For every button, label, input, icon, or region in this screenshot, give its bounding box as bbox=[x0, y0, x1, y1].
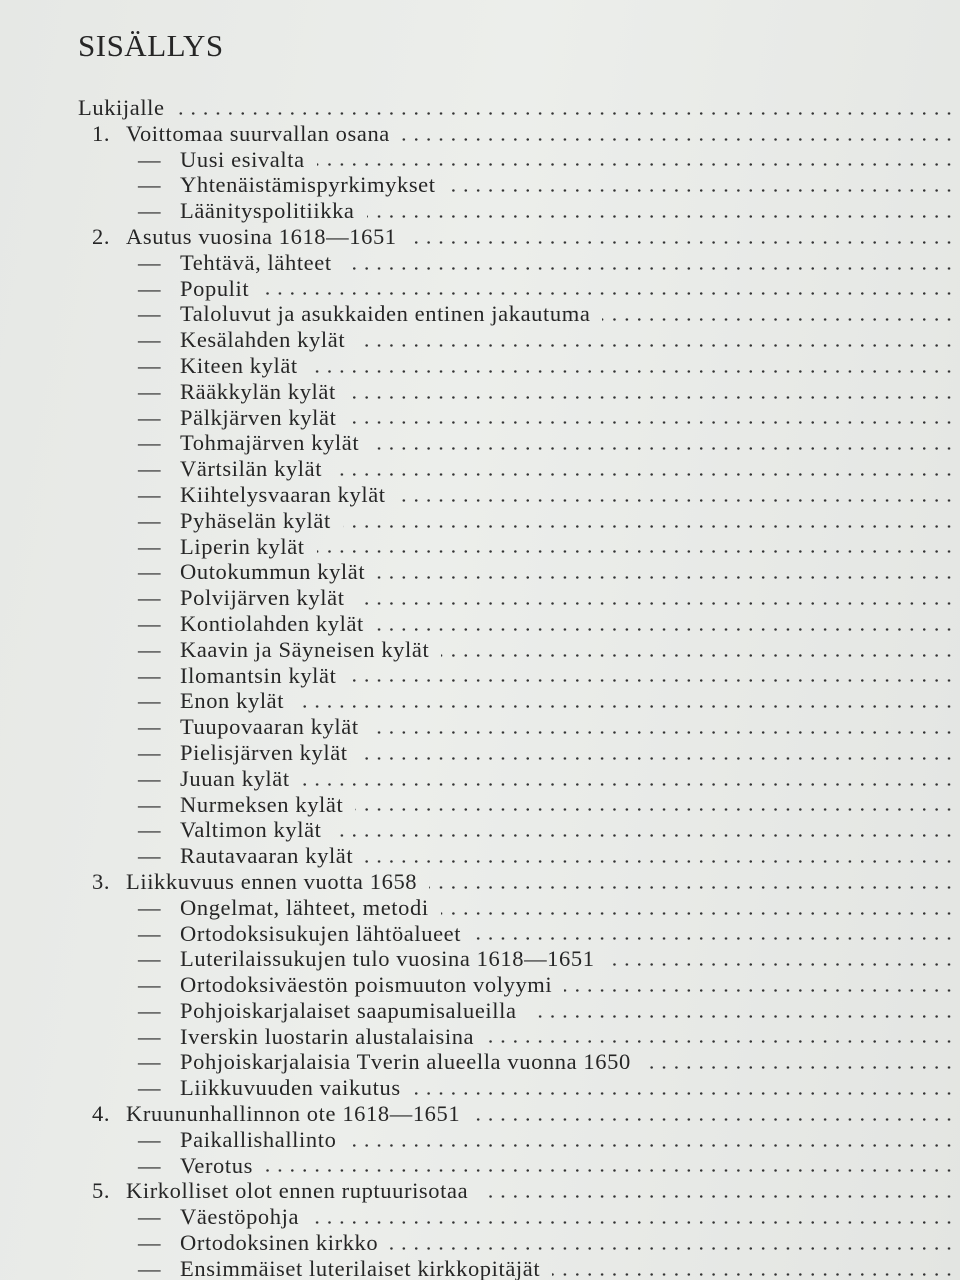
toc-entry-title: Uusi esivalta bbox=[180, 146, 305, 172]
em-dash-marker: — bbox=[138, 765, 162, 791]
toc-entry-lead bbox=[78, 172, 448, 198]
em-dash-marker: — bbox=[138, 1126, 162, 1152]
toc-subentry bbox=[78, 663, 960, 689]
dot-leader bbox=[486, 1040, 960, 1043]
toc-subentry bbox=[78, 611, 960, 637]
dot-leader bbox=[402, 138, 960, 141]
toc-subentry bbox=[78, 1024, 960, 1050]
table-of-contents bbox=[78, 95, 960, 1280]
em-dash-marker: — bbox=[138, 301, 162, 327]
toc-entry-title: Voittomaa suurvallan osana bbox=[126, 120, 390, 146]
dot-leader bbox=[564, 989, 960, 992]
toc-entry-title: Valtimon kylät bbox=[180, 817, 322, 843]
dot-leader bbox=[334, 473, 960, 476]
dot-leader bbox=[365, 860, 960, 863]
toc-subentry bbox=[78, 301, 960, 327]
em-dash-marker: — bbox=[138, 1075, 162, 1101]
em-dash-marker: — bbox=[138, 507, 162, 533]
toc-subentry bbox=[78, 714, 960, 740]
toc-entry-lead bbox=[78, 198, 367, 224]
dot-leader bbox=[343, 525, 960, 528]
toc-entry-title: Juuan kylät bbox=[180, 765, 290, 791]
em-dash-marker: — bbox=[138, 404, 162, 430]
em-dash-marker: — bbox=[138, 1049, 162, 1075]
dot-leader bbox=[296, 705, 960, 708]
toc-entry-lead bbox=[78, 1024, 486, 1050]
toc-entry-title: Väestöpohja bbox=[180, 1204, 300, 1230]
toc-entry-lead bbox=[78, 1204, 311, 1230]
dot-leader bbox=[371, 447, 960, 450]
em-dash-marker: — bbox=[138, 739, 162, 765]
em-dash-marker: — bbox=[138, 688, 162, 714]
chapter-number: 1. bbox=[92, 120, 111, 146]
dot-leader bbox=[357, 602, 960, 605]
toc-entry-title: Asutus vuosina 1618—1651 bbox=[126, 223, 397, 249]
em-dash-marker: — bbox=[138, 843, 162, 869]
toc-entry-lead bbox=[78, 379, 348, 405]
em-dash-marker: — bbox=[138, 662, 162, 688]
dot-leader bbox=[480, 1195, 960, 1198]
dot-leader bbox=[390, 1247, 960, 1250]
toc-entry-lead bbox=[78, 869, 429, 895]
dot-leader bbox=[398, 499, 960, 502]
dot-leader bbox=[607, 963, 960, 966]
toc-entry-lead bbox=[78, 998, 529, 1024]
em-dash-marker: — bbox=[138, 249, 162, 275]
toc-subentry bbox=[78, 1075, 960, 1101]
em-dash-marker: — bbox=[138, 146, 162, 172]
toc-entry-lead bbox=[78, 637, 441, 663]
em-dash-marker: — bbox=[138, 352, 162, 378]
em-dash-marker: — bbox=[138, 1023, 162, 1049]
dot-leader bbox=[344, 267, 960, 270]
toc-subentry bbox=[78, 1127, 960, 1153]
toc-entry-lead bbox=[78, 766, 302, 792]
chapter-number: 2. bbox=[92, 223, 111, 249]
em-dash-marker: — bbox=[138, 456, 162, 482]
toc-entry-title: Läänityspolitiikka bbox=[180, 198, 355, 224]
em-dash-marker: — bbox=[138, 894, 162, 920]
toc-entry-lead bbox=[78, 121, 402, 147]
toc-entry-title: Kruununhallinnon ote 1618—1651 bbox=[126, 1101, 461, 1127]
toc-entry-lead bbox=[78, 482, 398, 508]
toc-entry-title: Lukijalle bbox=[78, 95, 165, 120]
em-dash-marker: — bbox=[138, 610, 162, 636]
em-dash-marker: — bbox=[138, 972, 162, 998]
toc-entry-title: Luterilaissukujen tulo vuosina 1618—1651 bbox=[180, 946, 595, 972]
toc-entry-title: Rääkkylän kylät bbox=[180, 378, 336, 404]
dot-leader bbox=[602, 318, 960, 321]
dot-leader bbox=[348, 679, 960, 682]
toc-entry-title: Pielisjärven kylät bbox=[180, 739, 348, 765]
chapter-number: 3. bbox=[92, 868, 111, 894]
dot-leader bbox=[429, 886, 960, 889]
toc-entry-title: Enon kylät bbox=[180, 688, 285, 714]
toc-subentry bbox=[78, 921, 960, 947]
toc-subentry bbox=[78, 559, 960, 585]
toc-entry-title: Polvijärven kylät bbox=[180, 585, 345, 611]
toc-entry-title: Ortodoksinen kirkko bbox=[180, 1230, 379, 1256]
dot-leader bbox=[441, 912, 960, 915]
toc-entry-lead bbox=[78, 714, 371, 740]
dot-leader bbox=[472, 1118, 960, 1121]
toc-entry-title: Ilomantsin kylät bbox=[180, 662, 337, 688]
toc-entry-lead bbox=[78, 740, 360, 766]
toc-entry-title: Kiteen kylät bbox=[180, 352, 298, 378]
em-dash-marker: — bbox=[138, 1152, 162, 1178]
toc-entry-lead bbox=[78, 224, 409, 250]
toc-entry-lead bbox=[78, 1127, 348, 1153]
toc-entry-title: Pälkjärven kylät bbox=[180, 404, 337, 430]
dot-leader bbox=[377, 576, 960, 579]
toc-subentry bbox=[78, 534, 960, 560]
toc-entry-title: Taloluvut ja asukkaiden entinen jakautuma bbox=[180, 301, 591, 327]
dot-leader bbox=[367, 215, 960, 218]
dot-leader bbox=[348, 1144, 960, 1147]
chapter-number: 4. bbox=[92, 1101, 111, 1127]
dot-leader bbox=[371, 731, 960, 734]
toc-entry-title: Ensimmäiset luterilaiset kirkkopitäjät bbox=[180, 1255, 541, 1280]
toc-entry-lead bbox=[78, 327, 357, 353]
dot-leader bbox=[473, 937, 960, 940]
toc-entry-lead bbox=[78, 508, 343, 534]
em-dash-marker: — bbox=[138, 198, 162, 224]
toc-entry-title: Kontiolahden kylät bbox=[180, 610, 364, 636]
toc-entry-lead bbox=[78, 792, 355, 818]
dot-leader bbox=[310, 370, 960, 373]
toc-entry-lead bbox=[78, 430, 371, 456]
toc-entry-lead bbox=[78, 534, 317, 560]
dot-leader bbox=[552, 1273, 960, 1276]
toc-entry-lead bbox=[78, 946, 607, 972]
em-dash-marker: — bbox=[138, 172, 162, 198]
dot-leader bbox=[334, 834, 960, 837]
toc-chapter bbox=[78, 224, 960, 250]
em-dash-marker: — bbox=[138, 920, 162, 946]
dot-leader bbox=[348, 421, 960, 424]
em-dash-marker: — bbox=[138, 481, 162, 507]
toc-entry-title: Paikallishallinto bbox=[180, 1126, 337, 1152]
em-dash-marker: — bbox=[138, 791, 162, 817]
dot-leader bbox=[441, 654, 960, 657]
toc-subentry bbox=[78, 688, 960, 714]
toc-entry-lead bbox=[78, 559, 377, 585]
em-dash-marker: — bbox=[138, 533, 162, 559]
dot-leader bbox=[265, 1169, 960, 1172]
toc-entry-title: Populit bbox=[180, 275, 250, 301]
em-dash-marker: — bbox=[138, 327, 162, 353]
toc-entry-title: Pyhäselän kylät bbox=[180, 507, 331, 533]
em-dash-marker: — bbox=[138, 585, 162, 611]
em-dash-marker: — bbox=[138, 817, 162, 843]
toc-chapter bbox=[78, 121, 960, 147]
toc-subentry bbox=[78, 817, 960, 843]
toc-entry-title: Rautavaaran kylät bbox=[180, 843, 354, 869]
toc-entry-title: Pohjoiskarjalaisia Tverin alueella vuonna 1650 bbox=[180, 1049, 631, 1075]
em-dash-marker: — bbox=[138, 275, 162, 301]
em-dash-marker: — bbox=[138, 1204, 162, 1230]
toc-subentry bbox=[78, 147, 960, 173]
toc-entry-title: Ortodoksiväestön poismuuton volyymi bbox=[180, 972, 553, 998]
toc-entry-title: Ongelmat, lähteet, metodi bbox=[180, 894, 429, 920]
em-dash-marker: — bbox=[138, 946, 162, 972]
toc-subentry bbox=[78, 740, 960, 766]
toc-subentry bbox=[78, 172, 960, 198]
toc-subentry bbox=[78, 379, 960, 405]
em-dash-marker: — bbox=[138, 1255, 162, 1280]
em-dash-marker: — bbox=[138, 378, 162, 404]
toc-subentry bbox=[78, 456, 960, 482]
dot-leader bbox=[317, 163, 960, 166]
toc-subentry bbox=[78, 353, 960, 379]
em-dash-marker: — bbox=[138, 997, 162, 1023]
toc-entry-lead bbox=[78, 688, 296, 714]
toc-entry-title: Nurmeksen kylät bbox=[180, 791, 344, 817]
toc-entry-lead bbox=[78, 972, 564, 998]
toc-entry-lead bbox=[78, 1153, 265, 1179]
toc-entry-lead bbox=[78, 276, 261, 302]
toc-chapter bbox=[78, 869, 960, 895]
toc-entry-title: Iverskin luostarin alustalaisina bbox=[180, 1023, 475, 1049]
toc-entry-lead bbox=[78, 1101, 472, 1127]
toc-subentry bbox=[78, 276, 960, 302]
toc-chapter bbox=[78, 1101, 960, 1127]
dot-leader bbox=[357, 344, 960, 347]
toc-subentry bbox=[78, 766, 960, 792]
toc-entry-lead bbox=[78, 301, 602, 327]
toc-subentry bbox=[78, 946, 960, 972]
toc-entry-title: Värtsilän kylät bbox=[180, 456, 323, 482]
toc-entry bbox=[78, 95, 960, 121]
toc-entry-lead bbox=[78, 921, 473, 947]
toc-entry-title: Tehtävä, lähteet bbox=[180, 249, 332, 275]
dot-leader bbox=[360, 757, 960, 760]
toc-entry-lead bbox=[78, 1075, 413, 1101]
toc-entry-title: Kiihtelysvaaran kylät bbox=[180, 481, 386, 507]
toc-subentry bbox=[78, 998, 960, 1024]
page-title: SISÄLLYS bbox=[78, 28, 224, 63]
toc-entry-lead bbox=[78, 1178, 480, 1204]
toc-entry-title: Kesälahden kylät bbox=[180, 327, 346, 353]
toc-entry-title: Yhtenäistämispyrkimykset bbox=[180, 172, 436, 198]
toc-entry-lead bbox=[78, 817, 334, 843]
toc-entry-lead bbox=[78, 95, 177, 121]
toc-subentry bbox=[78, 1256, 960, 1280]
toc-subentry bbox=[78, 250, 960, 276]
toc-subentry bbox=[78, 198, 960, 224]
dot-leader bbox=[413, 1092, 960, 1095]
toc-entry-lead bbox=[78, 1049, 643, 1075]
dot-leader bbox=[643, 1066, 960, 1069]
toc-subentry bbox=[78, 1049, 960, 1075]
toc-subentry bbox=[78, 843, 960, 869]
dot-leader bbox=[261, 292, 960, 295]
toc-subentry bbox=[78, 895, 960, 921]
toc-entry-title: Kaavin ja Säyneisen kylät bbox=[180, 636, 430, 662]
toc-entry-lead bbox=[78, 1256, 552, 1280]
toc-entry-lead bbox=[78, 585, 357, 611]
toc-entry-lead bbox=[78, 147, 317, 173]
toc-entry-title: Kirkolliset olot ennen ruptuurisotaa bbox=[126, 1178, 469, 1204]
chapter-number: 5. bbox=[92, 1178, 111, 1204]
dot-leader bbox=[376, 628, 960, 631]
toc-entry-lead bbox=[78, 663, 348, 689]
toc-subentry bbox=[78, 482, 960, 508]
dot-leader bbox=[177, 112, 960, 115]
toc-subentry bbox=[78, 1230, 960, 1256]
toc-subentry bbox=[78, 1204, 960, 1230]
toc-subentry bbox=[78, 405, 960, 431]
toc-entry-title: Liikkuvuus ennen vuotta 1658 bbox=[126, 868, 418, 894]
toc-subentry bbox=[78, 792, 960, 818]
toc-entry-title: Ortodoksisukujen lähtöalueet bbox=[180, 920, 462, 946]
toc-subentry bbox=[78, 1153, 960, 1179]
toc-subentry bbox=[78, 327, 960, 353]
dot-leader bbox=[448, 189, 960, 192]
toc-entry-title: Outokummun kylät bbox=[180, 559, 366, 585]
toc-entry-title: Pohjoiskarjalaiset saapumisalueilla bbox=[180, 997, 517, 1023]
dot-leader bbox=[529, 1015, 960, 1018]
dot-leader bbox=[311, 1221, 960, 1224]
toc-entry-lead bbox=[78, 843, 365, 869]
toc-entry-title: Tuupovaaran kylät bbox=[180, 714, 359, 740]
toc-entry-lead bbox=[78, 456, 334, 482]
toc-entry-lead bbox=[78, 353, 310, 379]
toc-subentry bbox=[78, 430, 960, 456]
dot-leader bbox=[302, 783, 960, 786]
toc-chapter bbox=[78, 1178, 960, 1204]
dot-leader bbox=[348, 396, 960, 399]
toc-entry-lead bbox=[78, 895, 441, 921]
dot-leader bbox=[355, 808, 960, 811]
toc-subentry bbox=[78, 585, 960, 611]
em-dash-marker: — bbox=[138, 430, 162, 456]
toc-subentry bbox=[78, 637, 960, 663]
dot-leader bbox=[317, 550, 960, 553]
dot-leader bbox=[409, 241, 960, 244]
toc-entry-title: Liperin kylät bbox=[180, 533, 305, 559]
toc-entry-lead bbox=[78, 250, 344, 276]
toc-entry-lead bbox=[78, 405, 348, 431]
toc-entry-title: Liikkuvuuden vaikutus bbox=[180, 1075, 401, 1101]
toc-subentry bbox=[78, 508, 960, 534]
em-dash-marker: — bbox=[138, 559, 162, 585]
toc-subentry bbox=[78, 972, 960, 998]
toc-entry-lead bbox=[78, 1230, 390, 1256]
em-dash-marker: — bbox=[138, 636, 162, 662]
toc-entry-title: Verotus bbox=[180, 1152, 253, 1178]
em-dash-marker: — bbox=[138, 1230, 162, 1256]
em-dash-marker: — bbox=[138, 714, 162, 740]
toc-entry-lead bbox=[78, 611, 376, 637]
toc-entry-title: Tohmajärven kylät bbox=[180, 430, 360, 456]
